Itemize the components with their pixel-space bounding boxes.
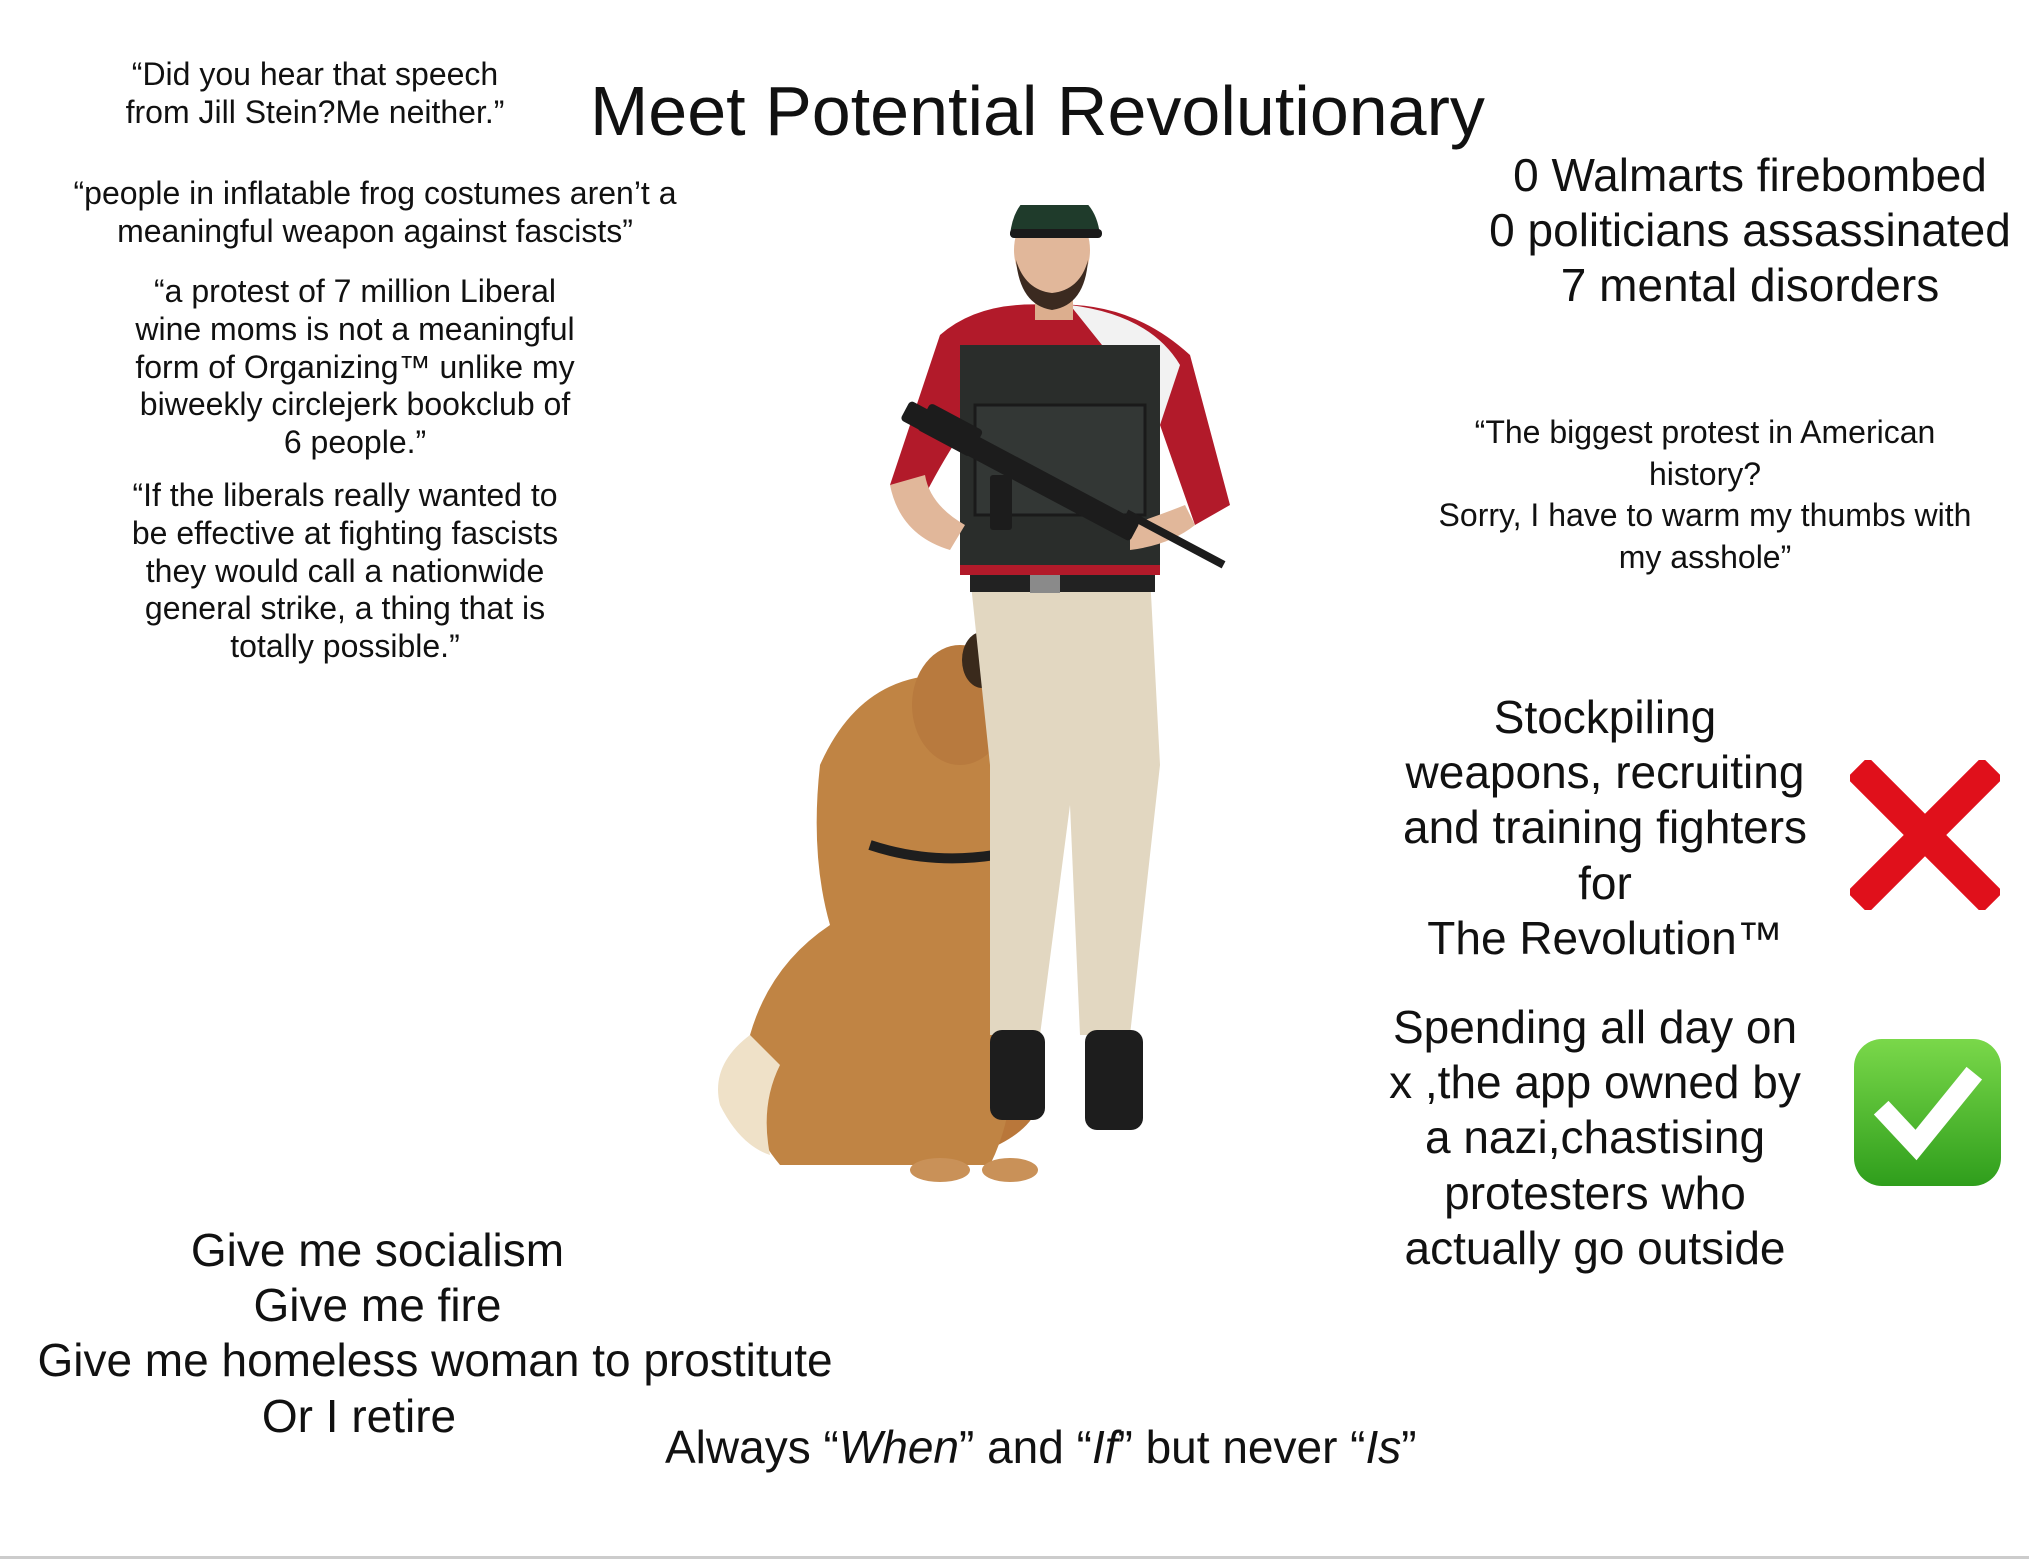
caption-if: If: [1091, 1421, 1118, 1473]
doing-line: Spending all day on: [1392, 1001, 1798, 1053]
not-doing-line: weapons, recruiting: [1405, 746, 1805, 799]
quote-line: from Jill Stein?Me neither.”: [125, 93, 505, 130]
quote-line: “a protest of 7 million Liberal: [154, 273, 556, 309]
doing-line: x ,the app owned by: [1389, 1056, 1801, 1109]
not-doing-line: for: [1578, 856, 1632, 909]
biggest-protest-quote: [1395, 412, 2015, 578]
caption-part: Always “: [665, 1421, 839, 1473]
quote-line: history?: [1648, 455, 1762, 492]
doing-line: actually go outside: [1404, 1221, 1786, 1274]
quote-line: they would call a nationwide: [145, 552, 545, 589]
not-doing-line: Stockpiling: [1493, 691, 1717, 743]
quote-line: “If the liberals really wanted to: [132, 477, 558, 513]
not-doing-text: [1380, 690, 1830, 966]
quote-line: totally possible.”: [230, 628, 460, 664]
quote-line: wine moms is not a meaningful: [135, 310, 575, 347]
quote-line: form of Organizing™ unlike my: [135, 348, 575, 385]
quote-line: 6 people.”: [283, 424, 427, 460]
quote-line: be effective at fighting fascists: [131, 514, 559, 551]
quote-line: general strike, a thing that is: [144, 590, 546, 627]
stat-line: 7 mental disorders: [1560, 259, 1940, 312]
caption-is: Is: [1365, 1421, 1402, 1473]
quote-line: meaningful weapon against fascists”: [117, 212, 633, 249]
jill-stein-quote: [105, 56, 525, 132]
quote-line: Sorry, I have to warm my thumbs with: [1438, 497, 1972, 534]
page-title: Meet Potential Revolutionary: [590, 72, 1485, 150]
lyric-line: Give me homeless woman to prostitute: [37, 1334, 833, 1387]
frog-costume-quote: [20, 175, 730, 251]
doing-line: protesters who: [1444, 1166, 1746, 1219]
quote-line: my asshole”: [1618, 538, 1792, 575]
stat-line: 0 Walmarts firebombed: [1513, 149, 1987, 201]
not-doing-line: The Revolution™: [1427, 911, 1783, 964]
quote-line: “The biggest protest in American: [1474, 414, 1936, 450]
green-check-icon: [1850, 1035, 2005, 1190]
revolutionary-with-dog-illustration: [690, 205, 1270, 1195]
general-strike-quote: [105, 477, 585, 666]
quote-line: “people in inflatable frog costumes aren’t a: [73, 175, 677, 211]
stats-block: [1470, 148, 2029, 314]
red-x-icon: [1850, 760, 2000, 910]
not-doing-line: and training fighters: [1402, 801, 1808, 854]
lyric-line: Give me fire: [253, 1279, 502, 1332]
doing-text: [1370, 1000, 1820, 1276]
when-if-is-caption: [665, 1420, 1417, 1474]
socialism-lyrics: [5, 1223, 865, 1444]
stat-line: 0 politicians assassinated: [1489, 204, 2011, 257]
doing-line: a nazi,chastising: [1424, 1111, 1766, 1164]
caption-part: ” but never “: [1117, 1421, 1366, 1473]
lyric-line: Give me socialism: [190, 1224, 565, 1276]
quote-line: “Did you hear that speech: [131, 56, 499, 92]
caption-part: ” and “: [958, 1421, 1092, 1473]
caption-part: ”: [1401, 1421, 1417, 1473]
caption-when: When: [838, 1421, 959, 1473]
quote-line: biweekly circlejerk bookclub of: [139, 386, 571, 423]
protest-quote: [110, 273, 600, 462]
lyric-line: Or I retire: [261, 1389, 457, 1442]
